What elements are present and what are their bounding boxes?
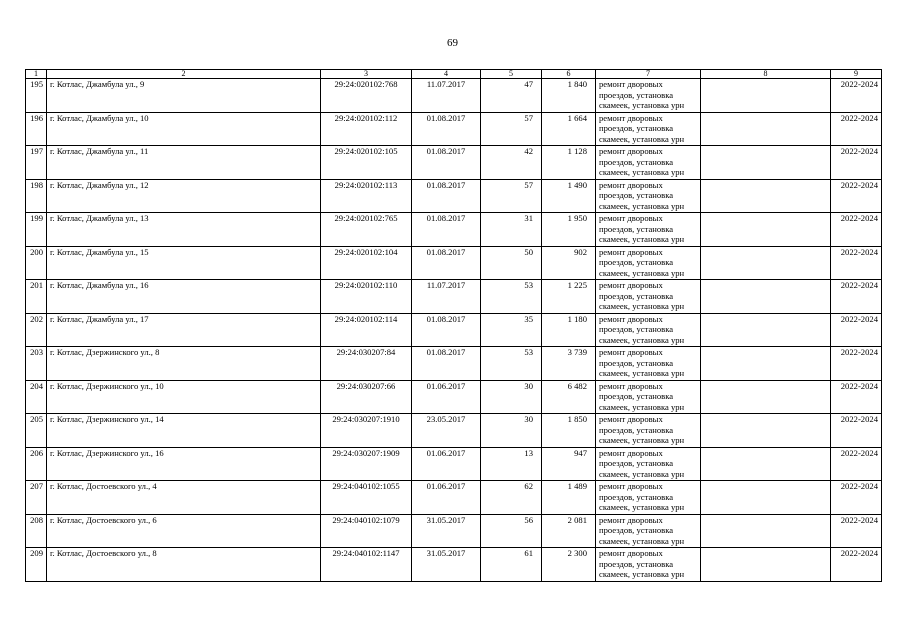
empty-cell <box>701 447 831 481</box>
count-cell: 53 <box>481 280 542 314</box>
cadastral-number-cell: 29:24:040102:1055 <box>321 481 412 515</box>
cadastral-number-cell: 29:24:020102:768 <box>321 79 412 113</box>
table-row <box>26 548 882 582</box>
address-cell: г. Котлас, Дзержинского ул., 16 <box>47 447 321 481</box>
count-cell: 35 <box>481 313 542 347</box>
column-header: 4 <box>412 70 481 79</box>
area-cell: 1 489 <box>542 481 596 515</box>
table-row <box>26 213 882 247</box>
count-cell: 42 <box>481 146 542 180</box>
work-description-cell: ремонт дворовых проездов, установка скамеек, установка урн <box>596 146 701 180</box>
work-description-cell: ремонт дворовых проездов, установка скамеек, установка урн <box>596 246 701 280</box>
count-cell: 62 <box>481 481 542 515</box>
row-number: 208 <box>26 514 47 548</box>
area-cell: 902 <box>542 246 596 280</box>
years-cell: 2022-2024 <box>831 79 882 113</box>
cadastral-number-cell: 29:24:040102:1147 <box>321 548 412 582</box>
empty-cell <box>701 481 831 515</box>
date-cell: 01.08.2017 <box>412 112 481 146</box>
address-cell: г. Котлас, Джамбула ул., 13 <box>47 213 321 247</box>
row-number: 207 <box>26 481 47 515</box>
years-cell: 2022-2024 <box>831 514 882 548</box>
empty-cell <box>701 514 831 548</box>
empty-cell <box>701 246 831 280</box>
column-header: 6 <box>542 70 596 79</box>
table-row <box>26 380 882 414</box>
address-cell: г. Котлас, Джамбула ул., 15 <box>47 246 321 280</box>
row-number: 202 <box>26 313 47 347</box>
area-cell: 3 739 <box>542 347 596 381</box>
years-cell: 2022-2024 <box>831 548 882 582</box>
address-cell: г. Котлас, Достоевского ул., 6 <box>47 514 321 548</box>
date-cell: 11.07.2017 <box>412 280 481 314</box>
page-number: 69 <box>447 37 458 49</box>
work-description-cell: ремонт дворовых проездов, установка скамеек, установка урн <box>596 280 701 314</box>
years-cell: 2022-2024 <box>831 447 882 481</box>
empty-cell <box>701 313 831 347</box>
empty-cell <box>701 179 831 213</box>
cadastral-number-cell: 29:24:020102:105 <box>321 146 412 180</box>
row-number: 209 <box>26 548 47 582</box>
table-row <box>26 179 882 213</box>
cadastral-number-cell: 29:24:020102:113 <box>321 179 412 213</box>
cadastral-number-cell: 29:24:020102:104 <box>321 246 412 280</box>
cadastral-number-cell: 29:24:030207:1909 <box>321 447 412 481</box>
area-cell: 1 225 <box>542 280 596 314</box>
cadastral-number-cell: 29:24:020102:112 <box>321 112 412 146</box>
table-row <box>26 481 882 515</box>
work-description-cell: ремонт дворовых проездов, установка скамеек, установка урн <box>596 514 701 548</box>
date-cell: 01.08.2017 <box>412 246 481 280</box>
work-description-cell: ремонт дворовых проездов, установка скамеек, установка урн <box>596 380 701 414</box>
data-table <box>25 69 882 582</box>
cadastral-number-cell: 29:24:020102:765 <box>321 213 412 247</box>
years-cell: 2022-2024 <box>831 179 882 213</box>
work-description-cell: ремонт дворовых проездов, установка скамеек, установка урн <box>596 179 701 213</box>
area-cell: 947 <box>542 447 596 481</box>
column-header: 1 <box>26 70 47 79</box>
date-cell: 11.07.2017 <box>412 79 481 113</box>
empty-cell <box>701 213 831 247</box>
years-cell: 2022-2024 <box>831 313 882 347</box>
cadastral-number-cell: 29:24:020102:114 <box>321 313 412 347</box>
area-cell: 1 664 <box>542 112 596 146</box>
cadastral-number-cell: 29:24:040102:1079 <box>321 514 412 548</box>
row-number: 199 <box>26 213 47 247</box>
table-row <box>26 414 882 448</box>
years-cell: 2022-2024 <box>831 213 882 247</box>
row-number: 200 <box>26 246 47 280</box>
years-cell: 2022-2024 <box>831 380 882 414</box>
table-row <box>26 313 882 347</box>
address-cell: г. Котлас, Джамбула ул., 11 <box>47 146 321 180</box>
work-description-cell: ремонт дворовых проездов, установка скамеек, установка урн <box>596 414 701 448</box>
cadastral-number-cell: 29:24:030207:84 <box>321 347 412 381</box>
date-cell: 23.05.2017 <box>412 414 481 448</box>
row-number: 206 <box>26 447 47 481</box>
address-cell: г. Котлас, Достоевского ул., 8 <box>47 548 321 582</box>
area-cell: 1 950 <box>542 213 596 247</box>
column-header: 9 <box>831 70 882 79</box>
area-cell: 2 300 <box>542 548 596 582</box>
address-cell: г. Котлас, Джамбула ул., 10 <box>47 112 321 146</box>
table-row <box>26 146 882 180</box>
count-cell: 57 <box>481 179 542 213</box>
row-number: 203 <box>26 347 47 381</box>
work-description-cell: ремонт дворовых проездов, установка скамеек, установка урн <box>596 112 701 146</box>
empty-cell <box>701 280 831 314</box>
column-header: 5 <box>481 70 542 79</box>
address-cell: г. Котлас, Дзержинского ул., 10 <box>47 380 321 414</box>
empty-cell <box>701 414 831 448</box>
area-cell: 1 128 <box>542 146 596 180</box>
area-cell: 6 482 <box>542 380 596 414</box>
address-cell: г. Котлас, Джамбула ул., 12 <box>47 179 321 213</box>
row-number: 195 <box>26 79 47 113</box>
date-cell: 01.08.2017 <box>412 213 481 247</box>
date-cell: 01.08.2017 <box>412 347 481 381</box>
date-cell: 01.06.2017 <box>412 447 481 481</box>
column-number-header-row <box>26 70 882 79</box>
area-cell: 1 840 <box>542 79 596 113</box>
count-cell: 61 <box>481 548 542 582</box>
date-cell: 31.05.2017 <box>412 548 481 582</box>
work-description-cell: ремонт дворовых проездов, установка скамеек, установка урн <box>596 481 701 515</box>
count-cell: 30 <box>481 414 542 448</box>
count-cell: 56 <box>481 514 542 548</box>
cadastral-number-cell: 29:24:030207:1910 <box>321 414 412 448</box>
empty-cell <box>701 79 831 113</box>
table-row <box>26 280 882 314</box>
count-cell: 53 <box>481 347 542 381</box>
work-description-cell: ремонт дворовых проездов, установка скамеек, установка урн <box>596 313 701 347</box>
row-number: 205 <box>26 414 47 448</box>
address-cell: г. Котлас, Джамбула ул., 17 <box>47 313 321 347</box>
years-cell: 2022-2024 <box>831 414 882 448</box>
years-cell: 2022-2024 <box>831 112 882 146</box>
cadastral-number-cell: 29:24:030207:66 <box>321 380 412 414</box>
count-cell: 47 <box>481 79 542 113</box>
table-row <box>26 514 882 548</box>
years-cell: 2022-2024 <box>831 146 882 180</box>
count-cell: 50 <box>481 246 542 280</box>
address-cell: г. Котлас, Дзержинского ул., 8 <box>47 347 321 381</box>
date-cell: 31.05.2017 <box>412 514 481 548</box>
empty-cell <box>701 548 831 582</box>
date-cell: 01.08.2017 <box>412 179 481 213</box>
work-description-cell: ремонт дворовых проездов, установка скамеек, установка урн <box>596 548 701 582</box>
date-cell: 01.08.2017 <box>412 313 481 347</box>
years-cell: 2022-2024 <box>831 280 882 314</box>
area-cell: 2 081 <box>542 514 596 548</box>
cadastral-number-cell: 29:24:020102:110 <box>321 280 412 314</box>
work-description-cell: ремонт дворовых проездов, установка скамеек, установка урн <box>596 213 701 247</box>
count-cell: 30 <box>481 380 542 414</box>
count-cell: 31 <box>481 213 542 247</box>
empty-cell <box>701 347 831 381</box>
empty-cell <box>701 112 831 146</box>
row-number: 204 <box>26 380 47 414</box>
area-cell: 1 180 <box>542 313 596 347</box>
address-cell: г. Котлас, Джамбула ул., 16 <box>47 280 321 314</box>
address-cell: г. Котлас, Достоевского ул., 4 <box>47 481 321 515</box>
table-row <box>26 112 882 146</box>
empty-cell <box>701 380 831 414</box>
address-cell: г. Котлас, Джамбула ул., 9 <box>47 79 321 113</box>
work-description-cell: ремонт дворовых проездов, установка скамеек, установка урн <box>596 79 701 113</box>
row-number: 196 <box>26 112 47 146</box>
row-number: 197 <box>26 146 47 180</box>
years-cell: 2022-2024 <box>831 481 882 515</box>
empty-cell <box>701 146 831 180</box>
address-cell: г. Котлас, Дзержинского ул., 14 <box>47 414 321 448</box>
work-description-cell: ремонт дворовых проездов, установка скамеек, установка урн <box>596 447 701 481</box>
row-number: 201 <box>26 280 47 314</box>
date-cell: 01.06.2017 <box>412 481 481 515</box>
work-description-cell: ремонт дворовых проездов, установка скамеек, установка урн <box>596 347 701 381</box>
table-row <box>26 447 882 481</box>
years-cell: 2022-2024 <box>831 347 882 381</box>
column-header: 3 <box>321 70 412 79</box>
row-number: 198 <box>26 179 47 213</box>
column-header: 7 <box>596 70 701 79</box>
date-cell: 01.06.2017 <box>412 380 481 414</box>
table-body <box>26 79 882 582</box>
area-cell: 1 490 <box>542 179 596 213</box>
table-row <box>26 79 882 113</box>
years-cell: 2022-2024 <box>831 246 882 280</box>
column-header: 2 <box>47 70 321 79</box>
count-cell: 13 <box>481 447 542 481</box>
table-row <box>26 347 882 381</box>
area-cell: 1 850 <box>542 414 596 448</box>
column-header: 8 <box>701 70 831 79</box>
count-cell: 57 <box>481 112 542 146</box>
date-cell: 01.08.2017 <box>412 146 481 180</box>
table-row <box>26 246 882 280</box>
